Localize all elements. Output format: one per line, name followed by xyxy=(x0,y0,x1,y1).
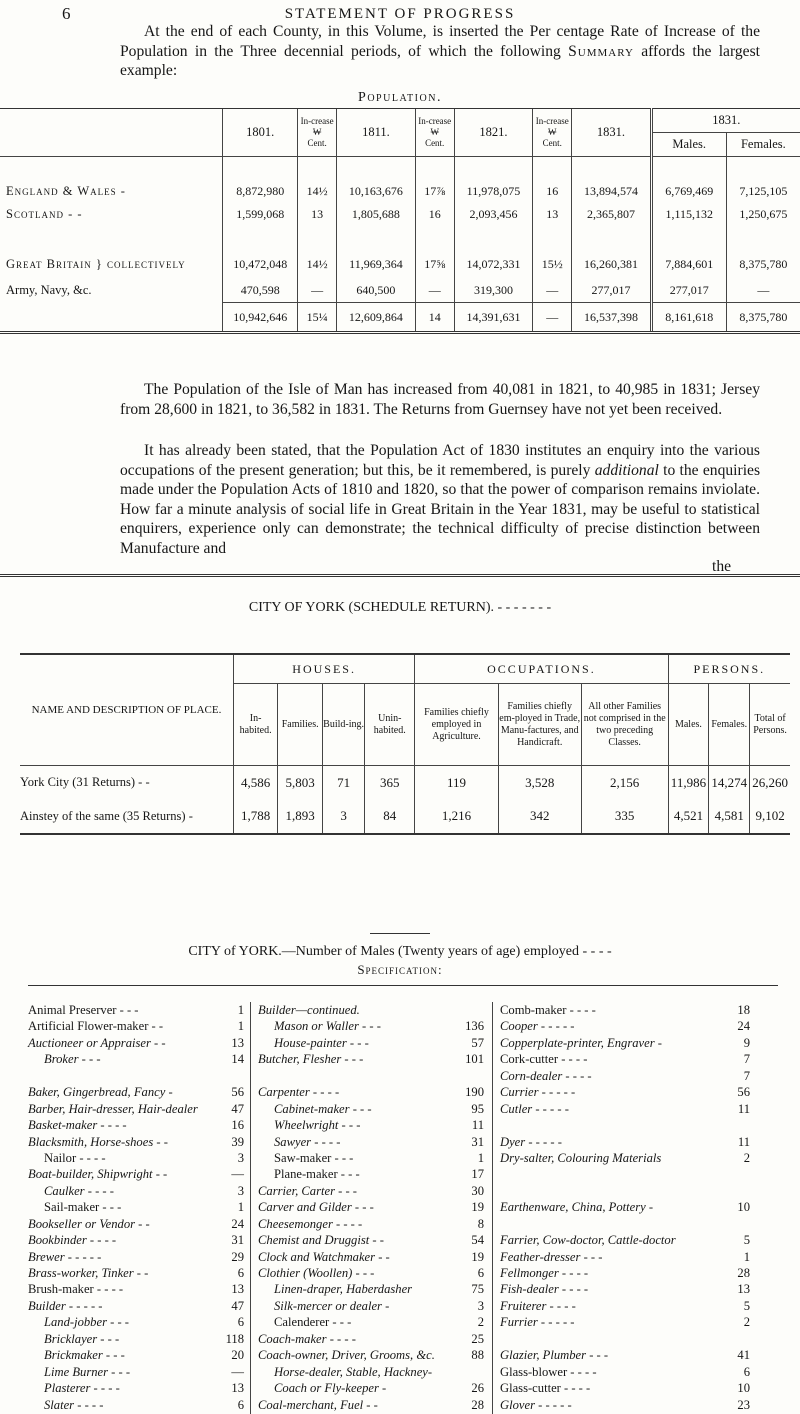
york-schedule-table xyxy=(20,653,790,835)
occupation-row xyxy=(500,1281,750,1297)
occupation-count: 1 xyxy=(743,1249,750,1264)
occupation-count: 2 xyxy=(743,1150,750,1165)
occupation-row xyxy=(500,1068,750,1084)
york-row-ainstey: Ainstey of the same (35 Returns) - 1,788 1,893 3 84 1,216 342 335 4,521 4,581 9,102 xyxy=(20,800,790,834)
occupation-name: Glover - - - - - xyxy=(500,1397,572,1412)
col-trade: Families chiefly em-ployed in Trade, Manu-factures, and Handicraft. xyxy=(498,684,581,766)
occupation-row xyxy=(500,1150,750,1166)
occupation-row xyxy=(28,1347,244,1363)
occupation-column-1 xyxy=(28,1002,244,1413)
occupation-row xyxy=(28,1281,244,1297)
occupation-row xyxy=(258,1232,484,1248)
col-agriculture: Families chiefly employed in Agriculture. xyxy=(415,684,498,766)
header-females: Females. xyxy=(726,133,800,157)
occupation-row xyxy=(500,1018,750,1034)
occupations-paragraph: It has already been stated, that the Population Act of 1830 institutes an enquiry into the various occupations of the present generation; but this, be it remembered, is purely additional to the enquiries made under the Population Acts of 1810 and 1820, so that the power of comparison remains inviolate. How far a minute analysis of social life in Great Britain in the Year 1831, may be useful to statistical enquirers, experience only can demonstrate; the technical difficulty of precise distinction between Manufacture and xyxy=(120,442,761,557)
header-1821: 1821. xyxy=(454,109,532,157)
occupation-row xyxy=(28,1183,244,1199)
occupation-row xyxy=(500,1364,750,1380)
occupation-row xyxy=(28,1051,244,1067)
occupation-name: Sawyer - - - - xyxy=(274,1134,341,1149)
occupation-count: 9 xyxy=(743,1035,750,1050)
occupation-name: Bricklayer - - - xyxy=(44,1331,120,1346)
occupation-count xyxy=(724,1183,750,1199)
occupation-count: 56 xyxy=(231,1085,244,1100)
occupation-row xyxy=(258,1216,484,1232)
occupation-row xyxy=(500,1199,750,1215)
occupation-row xyxy=(258,1347,484,1363)
occupation-count: 11 xyxy=(471,1118,484,1133)
occupation-row xyxy=(500,1035,750,1051)
occupation-count: 20 xyxy=(231,1348,244,1363)
occupation-count: 13 xyxy=(231,1282,244,1297)
occupation-row xyxy=(500,1314,750,1330)
occupation-count: 16 xyxy=(231,1118,244,1133)
occupation-count: 1 xyxy=(237,1019,244,1034)
occupation-name: Boat-builder, Shipwright - - xyxy=(28,1167,168,1182)
occupation-name: Chemist and Druggist - - xyxy=(258,1233,384,1248)
occupation-count xyxy=(218,1068,244,1084)
occupation-count: 101 xyxy=(465,1052,484,1067)
population-row-great-britain: Great Britain } collectively 10,472,048 14½ 11,969,364 17⅝ 14,072,331 15½ 16,260,381 7,884,601 8,375,780 xyxy=(0,249,800,279)
occupation-name: Farrier, Cow-doctor, Cattle-doctor xyxy=(500,1233,676,1248)
occupation-row xyxy=(28,1216,244,1232)
occupation-name: Builder—continued. xyxy=(258,1003,360,1017)
occupation-name: Glass-blower - - - - xyxy=(500,1364,597,1379)
occupation-row xyxy=(258,1397,484,1413)
occupation-count: 7 xyxy=(743,1068,750,1083)
occupation-count xyxy=(724,1117,750,1133)
males-list-subtitle: Specification: xyxy=(357,962,443,977)
occupation-row xyxy=(28,1331,244,1347)
intro-text-1: At the end of each County, in this Volume, is inserted the Per centage Rate of Increase of the Population in the Three decennial periods, of which the following xyxy=(120,23,760,60)
occupation-count: 95 xyxy=(471,1101,484,1116)
occupation-count xyxy=(458,1002,484,1018)
header-increase-3: In-crease ₩ Cent. xyxy=(533,109,572,157)
running-head: STATEMENT OF PROGRESS xyxy=(284,6,516,22)
occupation-name: Barber, Hair-dresser, Hair-dealer xyxy=(28,1101,198,1116)
occupation-row xyxy=(258,1101,484,1117)
occupation-row xyxy=(28,1397,244,1413)
occupation-name: Fellmonger - - - - xyxy=(500,1266,589,1280)
header-increase-1: In-crease ₩ Cent. xyxy=(298,109,337,157)
occupation-row xyxy=(258,1199,484,1215)
occupation-count: 54 xyxy=(471,1233,484,1248)
occupation-count: — xyxy=(231,1167,244,1182)
occupation-row xyxy=(28,1018,244,1034)
occupation-count: 3 xyxy=(477,1298,484,1313)
occupation-name: Caulker - - - - xyxy=(44,1183,114,1198)
occupation-row xyxy=(258,1035,484,1051)
occupation-count: 47 xyxy=(231,1298,244,1313)
occupation-row xyxy=(28,1068,244,1084)
population-row-england: England & Wales - 8,872,980 14½ 10,163,676 17⅞ 11,978,075 16 13,894,574 6,769,469 7,125,105 xyxy=(0,180,800,203)
col-males: Males. xyxy=(668,684,709,766)
occupation-count: 28 xyxy=(471,1397,484,1412)
col-name-of-place: NAME AND DESCRIPTION OF PLACE. xyxy=(20,654,233,766)
occupation-count: 56 xyxy=(737,1085,750,1100)
occupation-count: 75 xyxy=(471,1282,484,1297)
occupation-row xyxy=(258,1183,484,1199)
occupation-name: Bookseller or Vendor - - xyxy=(28,1216,150,1231)
group-persons: PERSONS. xyxy=(668,654,790,684)
occupation-row xyxy=(258,1084,484,1100)
york-table-title: CITY OF YORK (SCHEDULE RETURN). - - - - - - - xyxy=(248,600,552,615)
occupation-row xyxy=(258,1117,484,1133)
occupation-row xyxy=(500,1216,750,1232)
occupation-name: Cooper - - - - - xyxy=(500,1019,575,1034)
occupation-row xyxy=(28,1380,244,1396)
col-females: Females. xyxy=(709,684,750,766)
occupation-name: Artificial Flower-maker - - xyxy=(28,1019,164,1034)
occupation-name: Bookbinder - - - - xyxy=(28,1233,117,1248)
occupation-count: 7 xyxy=(743,1052,750,1067)
intro-summary-word: Summary xyxy=(568,42,634,60)
occupation-name: Blacksmith, Horse-shoes - - xyxy=(28,1134,168,1149)
occupation-row xyxy=(28,1364,244,1380)
occupation-count: 10 xyxy=(737,1381,750,1396)
occupation-name: Fish-dealer - - - - xyxy=(500,1282,589,1297)
occupation-name: Coach or Fly-keeper - xyxy=(274,1381,387,1396)
occupation-count: 88 xyxy=(471,1348,484,1363)
occupation-count: 13 xyxy=(231,1381,244,1396)
occupation-name: Glass-cutter - - - - xyxy=(500,1381,591,1396)
occupation-row xyxy=(28,1150,244,1166)
occupation-row xyxy=(500,1397,750,1413)
occupation-column-3 xyxy=(500,1002,750,1413)
occupation-row xyxy=(258,1068,484,1084)
occupation-count: 25 xyxy=(471,1331,484,1346)
males-list-title: CITY of YORK.—Number of Males (Twenty years of age) employed - - - - xyxy=(188,944,612,959)
occupation-name: Comb-maker - - - - xyxy=(500,1003,596,1017)
occupation-row xyxy=(28,1084,244,1100)
header-1801: 1801. xyxy=(223,109,298,157)
population-row-army: Army, Navy, &c. 470,598 — 640,500 — 319,300 — 277,017 277,017 — xyxy=(0,279,800,303)
occupation-count: 3 xyxy=(237,1183,244,1198)
occupation-name: Wheelwright - - - xyxy=(274,1118,361,1133)
occupation-name: Cork-cutter - - - - xyxy=(500,1052,588,1067)
occupation-row xyxy=(500,1232,750,1248)
occupation-name: Linen-draper, Haberdasher xyxy=(274,1282,413,1297)
occupation-row xyxy=(28,1314,244,1330)
york-row-city: York City (31 Returns) - - 4,586 5,803 71 365 119 3,528 2,156 11,986 14,274 26,260 xyxy=(20,766,790,800)
occupation-name: Copperplate-printer, Engraver - xyxy=(500,1035,662,1050)
occupation-count xyxy=(724,1166,750,1182)
occupation-name: Cheesemonger - - - - xyxy=(258,1216,363,1231)
occupation-row xyxy=(28,1101,244,1117)
section-rule xyxy=(0,574,800,577)
occupation-count xyxy=(724,1331,750,1347)
occupation-count: 13 xyxy=(737,1282,750,1297)
column-divider-1 xyxy=(250,1002,251,1414)
occupation-column-2 xyxy=(258,1002,484,1413)
population-row-scotland: Scotland - - 1,599,068 13 1,805,688 16 2,093,456 13 2,365,807 1,115,132 1,250,675 xyxy=(0,203,800,226)
occupation-count: — xyxy=(231,1364,244,1379)
occupation-count: 18 xyxy=(737,1003,750,1017)
col-inhabited: In-habited. xyxy=(233,684,277,766)
occupation-count: 29 xyxy=(231,1249,244,1264)
occupation-name: Sail-maker - - - xyxy=(44,1200,122,1215)
col-total-persons: Total of Persons. xyxy=(750,684,790,766)
occupation-row xyxy=(258,1002,484,1018)
occupation-name: Builder - - - - - xyxy=(28,1298,103,1313)
occupation-name: Carpenter - - - - xyxy=(258,1085,340,1100)
occupation-row xyxy=(28,1166,244,1182)
occupation-row xyxy=(500,1134,750,1150)
occupation-name: Auctioneer or Appraiser - - xyxy=(28,1035,166,1050)
occupation-row xyxy=(258,1249,484,1265)
occupation-row xyxy=(258,1051,484,1067)
occupation-name: Brewer - - - - - xyxy=(28,1249,102,1264)
occupation-count: 28 xyxy=(737,1266,750,1280)
occupation-count: 5 xyxy=(743,1298,750,1313)
occupation-name: Feather-dresser - - - xyxy=(500,1249,603,1264)
occupation-row xyxy=(258,1298,484,1314)
occupation-name: Broker - - - xyxy=(44,1052,101,1067)
column-divider-2 xyxy=(492,1002,493,1414)
occupation-row xyxy=(28,1199,244,1215)
occupation-count: 39 xyxy=(231,1134,244,1149)
occupation-count: 47 xyxy=(231,1101,244,1116)
occupation-count: 190 xyxy=(465,1085,484,1100)
group-occupations: OCCUPATIONS. xyxy=(415,654,668,684)
occupation-name: Clock and Watchmaker - - xyxy=(258,1249,390,1264)
occupation-name: Brush-maker - - - - xyxy=(28,1282,124,1297)
occupation-row xyxy=(258,1018,484,1034)
occupation-count: 14 xyxy=(231,1052,244,1067)
occupation-name: Land-jobber - - - xyxy=(44,1315,129,1330)
occupation-name: Dry-salter, Colouring Materials xyxy=(500,1150,662,1165)
occupation-count: 31 xyxy=(471,1134,484,1149)
occupation-count: 1 xyxy=(237,1003,244,1017)
col-uninhabited: Unin-habited. xyxy=(365,684,415,766)
occupation-row xyxy=(28,1265,244,1281)
occupation-row xyxy=(258,1265,484,1281)
occupation-name: Coach-owner, Driver, Grooms, &c. xyxy=(258,1348,435,1363)
occupation-count: 1 xyxy=(477,1150,484,1165)
col-building: Build-ing. xyxy=(323,684,365,766)
header-males: Males. xyxy=(651,133,726,157)
occupation-row xyxy=(500,1347,750,1363)
occupation-count: 19 xyxy=(471,1200,484,1215)
occupation-name: Glazier, Plumber - - - xyxy=(500,1348,609,1363)
occupation-row xyxy=(258,1364,484,1380)
occupation-count: 11 xyxy=(737,1101,750,1116)
occupation-name: Coach-maker - - - - xyxy=(258,1331,356,1346)
occupation-count: 3 xyxy=(237,1150,244,1165)
occupation-count: 136 xyxy=(465,1019,484,1034)
occupation-count: 6 xyxy=(743,1364,750,1379)
occupation-row xyxy=(258,1134,484,1150)
occupation-row xyxy=(28,1134,244,1150)
occupation-count xyxy=(724,1216,750,1232)
catchword: the xyxy=(712,558,732,575)
intro-text-2: affords the largest example: xyxy=(120,42,761,80)
occupation-count: 6 xyxy=(237,1266,244,1280)
occupation-count: 5 xyxy=(743,1233,750,1248)
occupation-name: Currier - - - - - xyxy=(500,1085,576,1100)
occupation-count: 41 xyxy=(737,1348,750,1363)
occupation-name: Calenderer - - - xyxy=(274,1315,352,1330)
occupation-row xyxy=(500,1002,750,1018)
occupation-row xyxy=(500,1249,750,1265)
occupation-name: Slater - - - - xyxy=(44,1397,104,1412)
occupation-row xyxy=(500,1265,750,1281)
occupation-row xyxy=(500,1166,750,1182)
occupation-name: Basket-maker - - - - xyxy=(28,1118,127,1133)
header-1811: 1811. xyxy=(337,109,415,157)
occupation-name: Brass-worker, Tinker - - xyxy=(28,1266,149,1280)
occupation-count: 11 xyxy=(737,1134,750,1149)
occupation-name: Brickmaker - - - xyxy=(44,1348,125,1363)
col-other-families: All other Families not comprised in the two preceding Classes. xyxy=(581,684,668,766)
occupation-row xyxy=(28,1232,244,1248)
occupation-name: Saw-maker - - - xyxy=(274,1150,354,1165)
occupation-count: 19 xyxy=(471,1249,484,1264)
occupation-count: 26 xyxy=(471,1381,484,1396)
population-row-total: 10,942,646 15¼ 12,609,864 14 14,391,631 — 16,537,398 8,161,618 8,375,780 xyxy=(0,303,800,333)
occupation-count: 6 xyxy=(237,1397,244,1412)
occupation-name: Cutler - - - - - xyxy=(500,1101,569,1116)
occupation-count: 23 xyxy=(737,1397,750,1412)
page-number: 6 xyxy=(62,4,71,23)
occupation-row xyxy=(258,1380,484,1396)
occupation-count: 30 xyxy=(471,1183,484,1198)
occupation-count: 118 xyxy=(225,1331,244,1346)
population-heading: Population. xyxy=(358,90,442,105)
occupation-row xyxy=(258,1331,484,1347)
occupation-count: 13 xyxy=(231,1035,244,1050)
occupation-name: Furrier - - - - - xyxy=(500,1315,575,1330)
occupation-name: Mason or Waller - - - xyxy=(274,1019,381,1034)
occupation-name: Earthenware, China, Pottery - xyxy=(500,1200,654,1215)
group-houses: HOUSES. xyxy=(233,654,414,684)
intro-paragraph xyxy=(120,22,760,81)
occupation-count: 31 xyxy=(231,1233,244,1248)
occupation-count: 8 xyxy=(477,1216,484,1231)
occupation-row xyxy=(500,1084,750,1100)
specification-brace-rule xyxy=(28,985,778,986)
occupation-name: Corn-dealer - - - - xyxy=(500,1068,592,1083)
occupation-count: 10 xyxy=(737,1200,750,1215)
occupation-name: Carver and Gilder - - - xyxy=(258,1200,374,1215)
occupation-count xyxy=(458,1068,484,1084)
occupation-count: 2 xyxy=(743,1315,750,1330)
additional-word: additional xyxy=(594,461,659,479)
occupation-name: Dyer - - - - - xyxy=(500,1134,562,1149)
occupation-row xyxy=(500,1051,750,1067)
occupation-name: Cabinet-maker - - - xyxy=(274,1101,372,1116)
occupation-name: Fruiterer - - - - xyxy=(500,1298,576,1313)
occupation-name: House-painter - - - xyxy=(274,1035,369,1050)
occupation-name: Silk-mercer or dealer - xyxy=(274,1298,390,1313)
occupation-name: Butcher, Flesher - - - xyxy=(258,1052,364,1067)
occupation-name: Horse-dealer, Stable, Hackney- xyxy=(274,1364,433,1379)
col-families: Families. xyxy=(278,684,323,766)
occupation-row xyxy=(28,1249,244,1265)
occupation-name: Nailor - - - - xyxy=(44,1150,106,1165)
occupation-name: Coal-merchant, Fuel - - xyxy=(258,1397,378,1412)
occupation-name: Plane-maker - - - xyxy=(274,1167,360,1182)
header-1831-group: 1831. xyxy=(651,109,800,133)
occupation-count: 1 xyxy=(237,1200,244,1215)
occupation-count: 24 xyxy=(737,1019,750,1034)
occupation-name: Plasterer - - - - xyxy=(44,1381,120,1396)
occupation-count: 57 xyxy=(471,1035,484,1050)
occupation-row xyxy=(500,1117,750,1133)
ornament-rule xyxy=(370,933,430,934)
occupation-row xyxy=(258,1166,484,1182)
occupation-count: 6 xyxy=(477,1266,484,1280)
occupation-row xyxy=(500,1298,750,1314)
occupation-count: 17 xyxy=(471,1167,484,1182)
occupation-count xyxy=(458,1364,484,1380)
occupation-row xyxy=(28,1002,244,1018)
occupation-name: Lime Burner - - - xyxy=(44,1364,131,1379)
occupation-count: 2 xyxy=(477,1315,484,1330)
occupation-row xyxy=(500,1331,750,1347)
isle-of-man-paragraph: The Population of the Isle of Man has increased from 40,081 in 1821, to 40,985 in 1831; Jersey from 28,600 in 1821, to 36,582 in 1831. The Returns from Guernsey have not yet been received. xyxy=(120,381,760,418)
header-increase-2: In-crease ₩ Cent. xyxy=(415,109,454,157)
occupation-name: Carrier, Carter - - - xyxy=(258,1183,358,1198)
occupation-row xyxy=(258,1314,484,1330)
occupation-count: 6 xyxy=(237,1315,244,1330)
occupation-row xyxy=(28,1035,244,1051)
occupation-row xyxy=(500,1101,750,1117)
occupation-row xyxy=(28,1117,244,1133)
occupation-name: Animal Preserver - - - xyxy=(28,1003,139,1017)
occupation-name: Baker, Gingerbread, Fancy - xyxy=(28,1085,173,1100)
occupation-row xyxy=(258,1150,484,1166)
population-table xyxy=(0,108,800,334)
occupation-row xyxy=(500,1380,750,1396)
occupation-row xyxy=(258,1281,484,1297)
occupation-row xyxy=(500,1183,750,1199)
occupation-row xyxy=(28,1298,244,1314)
occupation-name: Clothier (Woollen) - - - xyxy=(258,1266,375,1280)
occupation-count: 24 xyxy=(231,1216,244,1231)
header-1831: 1831. xyxy=(572,109,651,157)
